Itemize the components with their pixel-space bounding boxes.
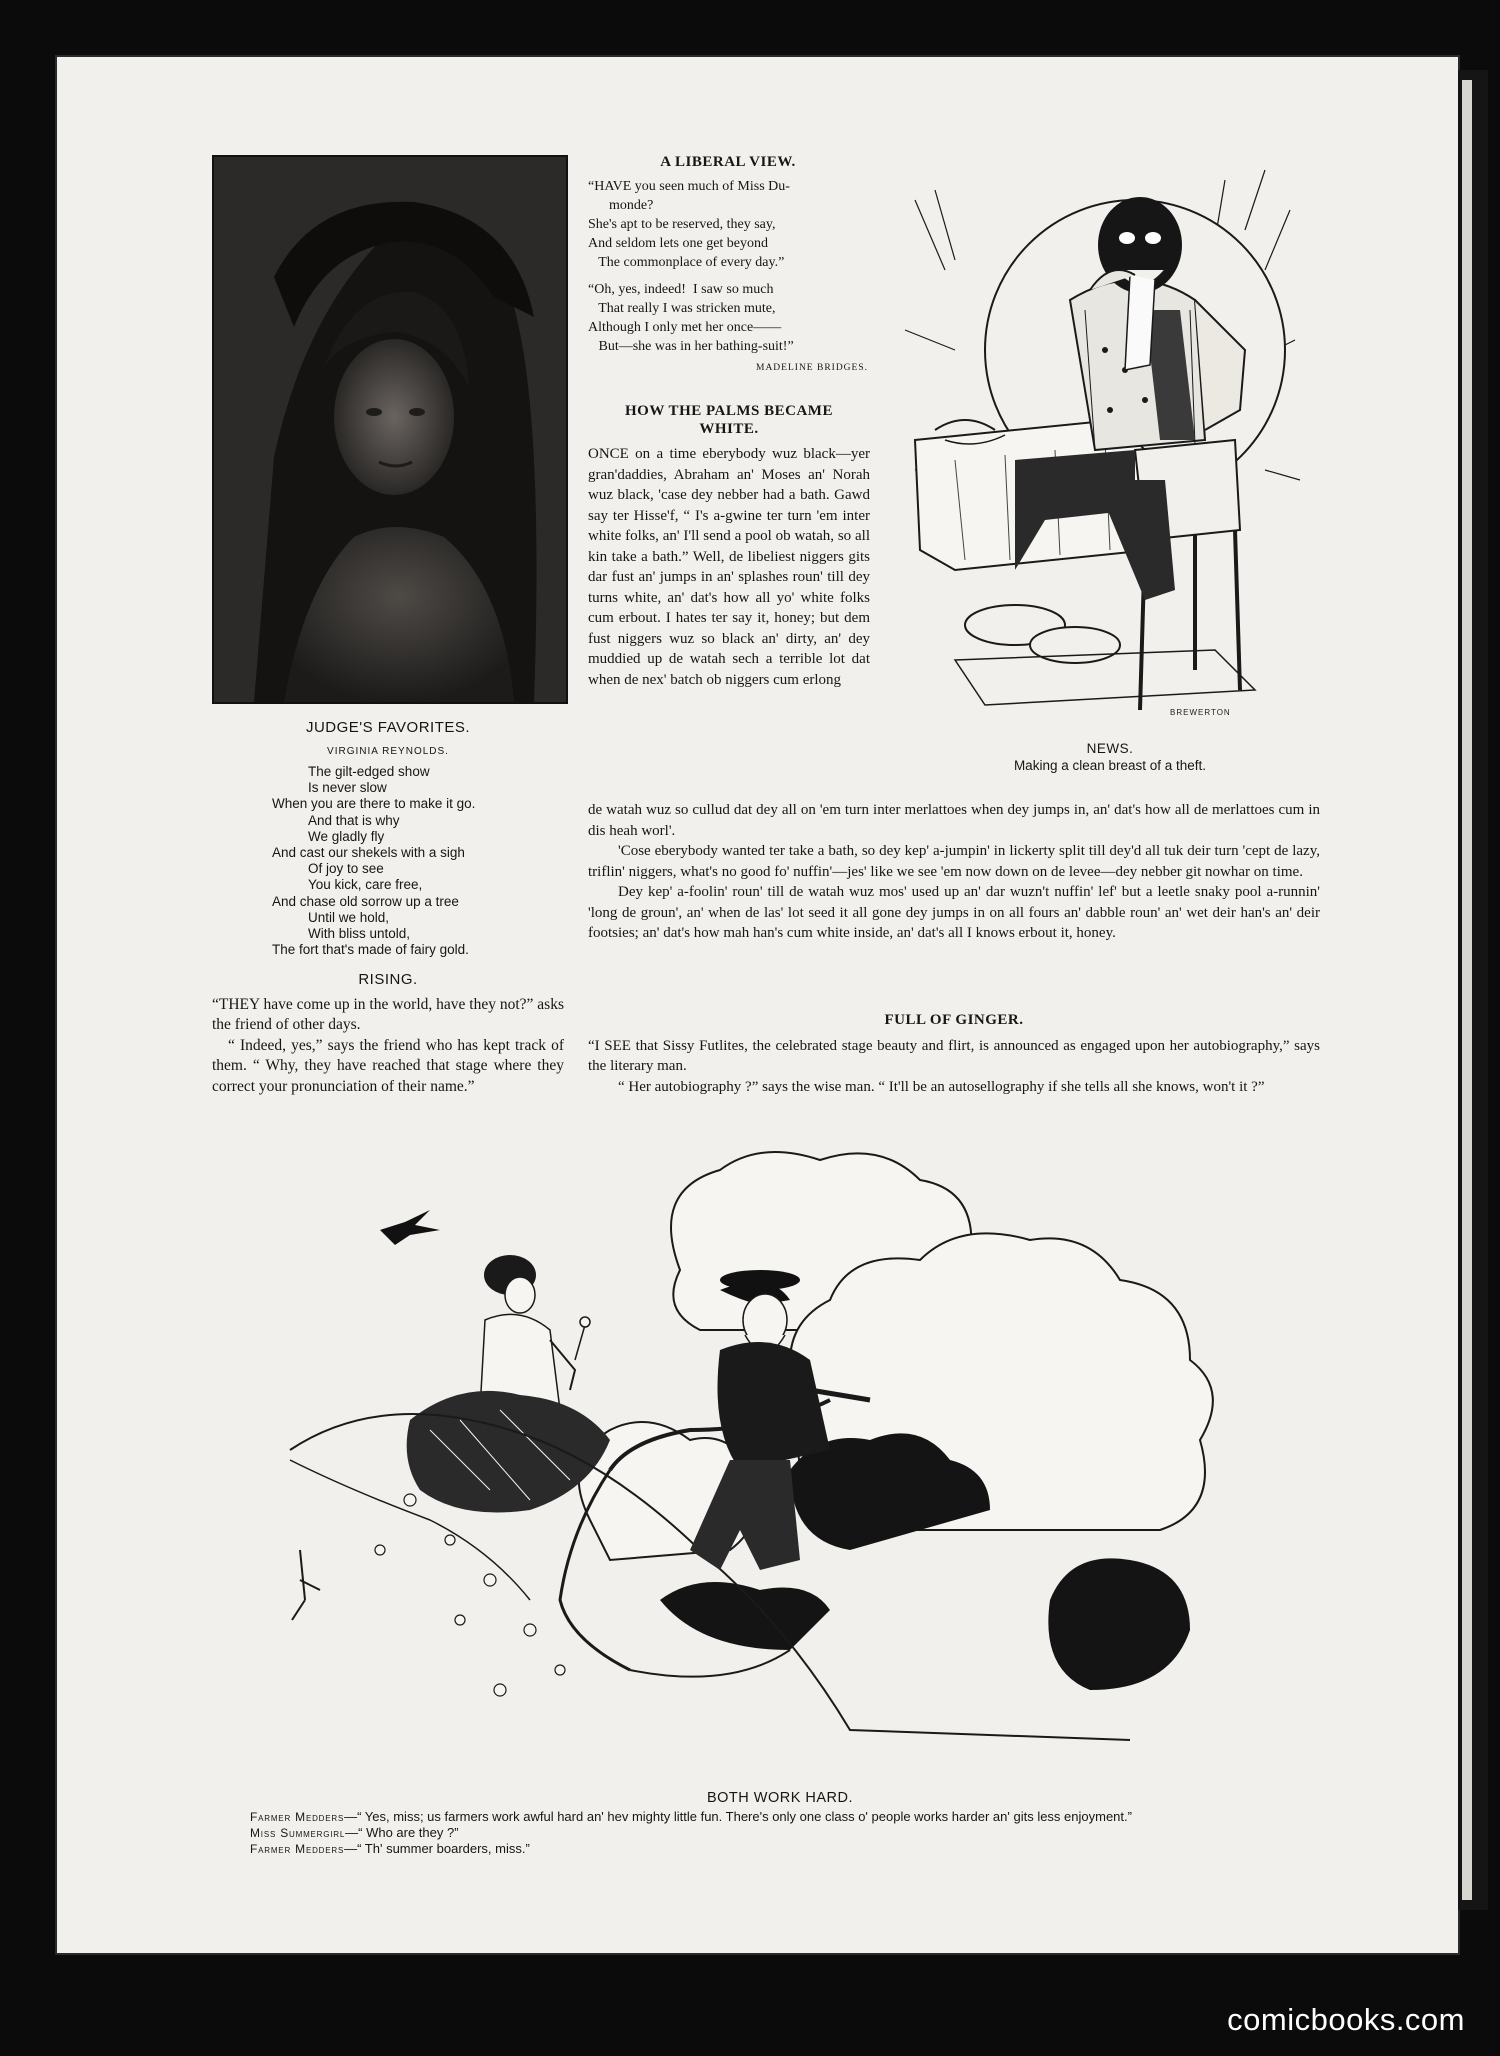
poem-line: When you are there to make it go. [272,796,476,812]
dialogue-line-3: —“ Th' summer boarders, miss.” [344,1841,530,1856]
poem-line: The gilt-edged show [308,764,430,779]
ginger-article [588,1010,1320,1097]
rising-paragraph-2: “ Indeed, yes,” says the friend who has kept track of them. “ Why, they have reached that stage where they correct your pronunciation of their name.” [212,1036,564,1095]
both-work-hard-title: BOTH WORK HARD. [706,1790,854,1806]
verse-line: “Oh, yes, indeed! I saw so much [588,281,774,297]
portrait-photo [212,155,568,704]
liberal-view-stanza-1 [588,177,868,272]
verse-line: The commonplace of every day.” [588,254,785,270]
poem-line: You kick, care free, [308,877,423,893]
news-cartoon-illustration [895,150,1320,740]
poem-line: And cast our shekels with a sigh [272,845,465,861]
palms-title [588,402,870,438]
verse-line: “HAVE you seen much of Miss Du- [588,178,790,194]
palms-paragraph-narrow: ONCE on a time eberybody wuz black—yer gran'daddies, Abraham an' Moses an' Norah wuz black, 'case dey nebber had a bath. Gawd say ter Hisse'f, “ I's a-gwine ter turn 'em inter white folks, an' I'll send a pool ob watah, so all kin take a bath.” Well, de libeliest niggers gits dar fust an' jumps in an' splashes roun' till dey turns white, an' dat's how all yo' white folks cum erbout. I hates ter say it, honey; but dem fust niggers wuz so black an' dirty, an' dey muddied up de watah sech a terrible lot dat when de nex' batch ob niggers cum erlong [588,446,870,688]
both-work-hard-line-3 [230,1841,1330,1857]
palms-article-continued [588,800,1320,944]
news-caption-title: NEWS. [1086,741,1134,756]
news-caption-block [900,740,1320,774]
news-cartoon-signature: BREWERTON [1170,708,1231,717]
palms-paragraph-wide-2: 'Cose eberybody wanted ter take a bath, so dey kep' a-jumpin' in lickerty split till dey'd all tuk deir turn 'cept de lazy, triflin' niggers, what's no good fo' nuffin'—jes' like we see 'em now down on de levee—dey nebber git nowhar on time. [588,843,1320,880]
speaker-farmer-medders-2: Farmer Medders [250,1842,345,1856]
judges-favorites-subtitle: VIRGINIA REYNOLDS. [327,745,449,757]
liberal-view-title: A LIBERAL VIEW. [660,154,796,170]
farm-illustration [230,1130,1330,1750]
speaker-miss-summergirl: Miss Summergirl [250,1826,346,1840]
verse-line: And seldom lets one get beyond [588,235,769,251]
poem-line: Of joy to see [308,861,384,877]
ginger-title: FULL OF GINGER. [884,1012,1024,1028]
liberal-view-poem [588,152,868,378]
ginger-paragraph-2: “ Her autobiography ?” says the wise man. “ It'll be an autosellography if she tells all she knows, won't it ?” [618,1078,1265,1095]
poem-line: Is never slow [308,780,387,796]
judges-favorites-title: JUDGE'S FAVORITES. [305,719,471,736]
verse-line: Although I only met her once—— [588,319,782,335]
palms-article [588,402,870,690]
palms-title-line-1: HOW THE PALMS BECAME [625,403,833,419]
news-caption-text: Making a clean breast of a theft. [1013,758,1207,773]
poem-line: Until we hold, [308,909,390,925]
watermark-text: comicbooks.com [1227,2002,1465,2037]
next-page-edge [1462,80,1472,1900]
palms-title-line-2: WHITE. [699,421,759,437]
liberal-view-stanza-2 [588,280,868,356]
verse-line: She's apt to be reserved, they say, [588,216,776,232]
judges-favorites-block [212,718,564,958]
both-work-hard-line-1 [230,1809,1330,1825]
verse-line: monde? [588,197,654,213]
poem-line: We gladly fly [308,828,385,844]
judges-favorites-poem [272,764,564,958]
verse-line: That really I was stricken mute, [588,300,776,316]
poem-line: And chase old sorrow up a tree [272,893,459,909]
verse-line: But—she was in her bathing-suit!” [588,338,794,354]
poem-line: The fort that's made of fairy gold. [272,942,469,958]
palms-paragraph-wide-3: Dey kep' a-foolin' roun' till de watah wuz mos' used up an' dar wuzn't nuffin' lef' but a leetle snaky pool a-runnin' 'long de groun', an' when de las' lot seed it all gone dey jumps in on all fours an' dabble roun' an' wet deir han's an' deir footsies; an' dat's how mah han's cum white inside, an' dat's all I knows erbout it, honey. [588,884,1320,941]
poem-line: And that is why [308,812,400,828]
both-work-hard-line-2 [230,1825,1330,1841]
rising-title: RISING. [358,971,418,988]
speaker-farmer-medders: Farmer Medders [250,1810,345,1824]
rising-paragraph-1: “THEY have come up in the world, have they not?” asks the friend of other days. [212,995,564,1033]
dialogue-line-1: —“ Yes, miss; us farmers work awful hard an' hev mighty little fun. There's only one class o' people works harder an' gits less enjoyment.” [344,1809,1132,1824]
rising-article [212,970,564,1097]
dialogue-line-2: —“ Who are they ?” [345,1825,459,1840]
palms-paragraph-wide-1: de watah wuz so cullud dat dey all on 'em turn inter merlattoes when dey jumps in, an' dat's how all de merlattoes cum in dis heah worl'. [588,802,1320,839]
both-work-hard-block [230,1790,1330,1857]
ginger-paragraph-1: “I SEE that Sissy Futlites, the celebrated stage beauty and flirt, is announced as engaged upon her autobiography,” says the literary man. [588,1037,1320,1074]
liberal-view-author: MADELINE BRIDGES. [756,362,868,373]
poem-line: With bliss untold, [308,926,411,942]
